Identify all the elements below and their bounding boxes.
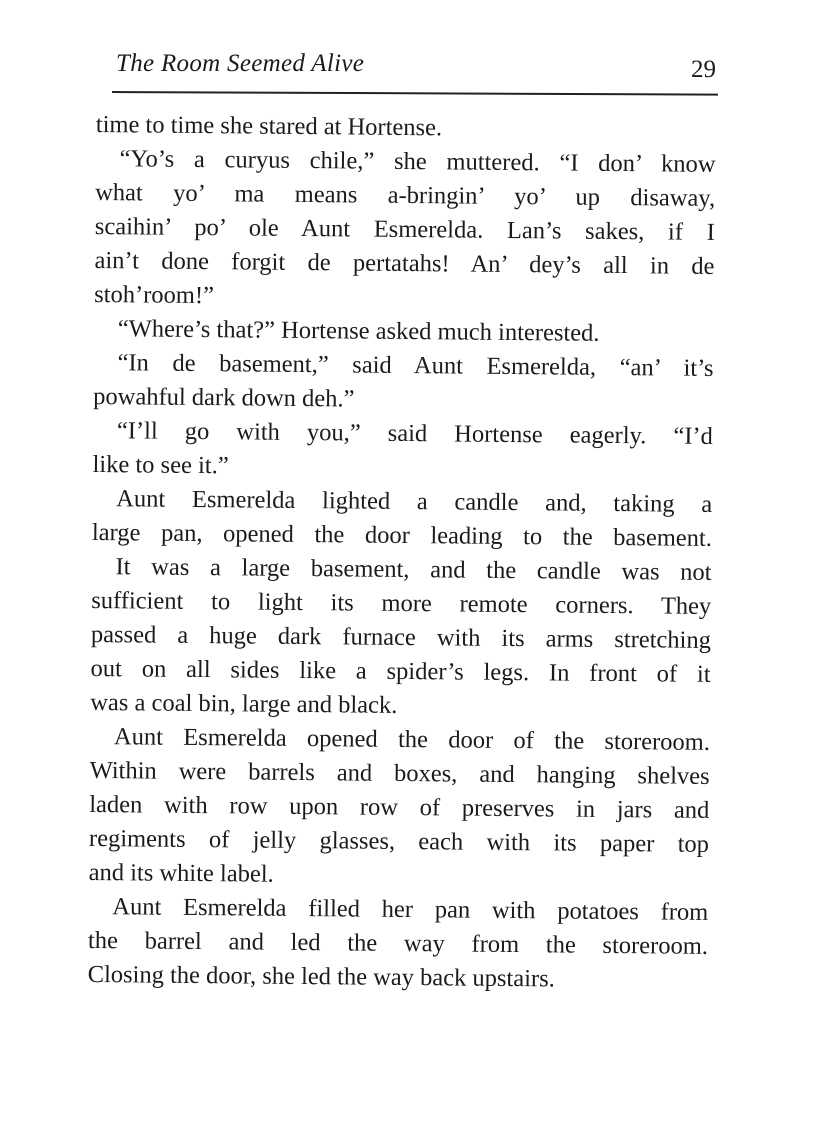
text-line: Closing the door, she led the way back upstairs. (87, 960, 555, 993)
text-line: Aunt Esmerelda opened the door of the storeroom. (113, 723, 711, 756)
text-line: large pan, opened the door leading to the basement. (91, 518, 713, 552)
running-head (112, 48, 718, 88)
text-line: like to see it.” (92, 450, 229, 480)
text-line: what yo’ ma means a-bringin’ yo’ up disaway, (95, 178, 716, 212)
text-line: stoh’room!” (94, 280, 215, 310)
text-line: powahful dark down deh.” (93, 382, 355, 413)
text-line: out on all sides like a spider’s legs. In front of it (90, 654, 711, 688)
text-line: Within were barrels and boxes, and hanging shelves (89, 756, 710, 790)
page-number: 29 (691, 56, 716, 83)
text-line: time to time she stared at Hortense. (95, 110, 443, 142)
text-line: sufficient to light its more remote corners. They (91, 586, 712, 620)
text-line: regiments of jelly glasses, each with its paper top (88, 824, 710, 858)
text-line: laden with row upon row of preserves in jars and (89, 790, 710, 824)
text-line: “Where’s that?” Hortense asked much interested. (117, 315, 600, 347)
text-line: “Yo’s a curyus chile,” she muttered. “I don’ know (119, 145, 716, 178)
text-line: “I’ll go with you,” said Hortense eagerly. “I’d (116, 417, 714, 450)
text-line: and its white label. (88, 858, 274, 888)
text-line: passed a huge dark furnace with its arms stretching (90, 620, 712, 654)
text-line: the barrel and led the way from the storeroom. (87, 926, 709, 960)
text-line: “In de basement,” said Aunt Esmerelda, “an’ it’s (117, 349, 714, 382)
text-line: was a coal bin, large and black. (90, 688, 398, 719)
text-line: Aunt Esmerelda filled her pan with potatoes from (112, 893, 709, 926)
body-text (88, 108, 716, 998)
text-line: Aunt Esmerelda lighted a candle and, taking a (116, 485, 713, 518)
text-line: It was a large basement, and the candle was not (115, 553, 712, 586)
text-line: scaihin’ po’ ole Aunt Esmerelda. Lan’s sakes, if I (94, 212, 715, 246)
text-line: ain’t done forgit de pertatahs! An’ dey’s all in de (94, 246, 715, 280)
header-rule (112, 91, 718, 96)
running-head-title: The Room Seemed Alive (116, 50, 365, 77)
